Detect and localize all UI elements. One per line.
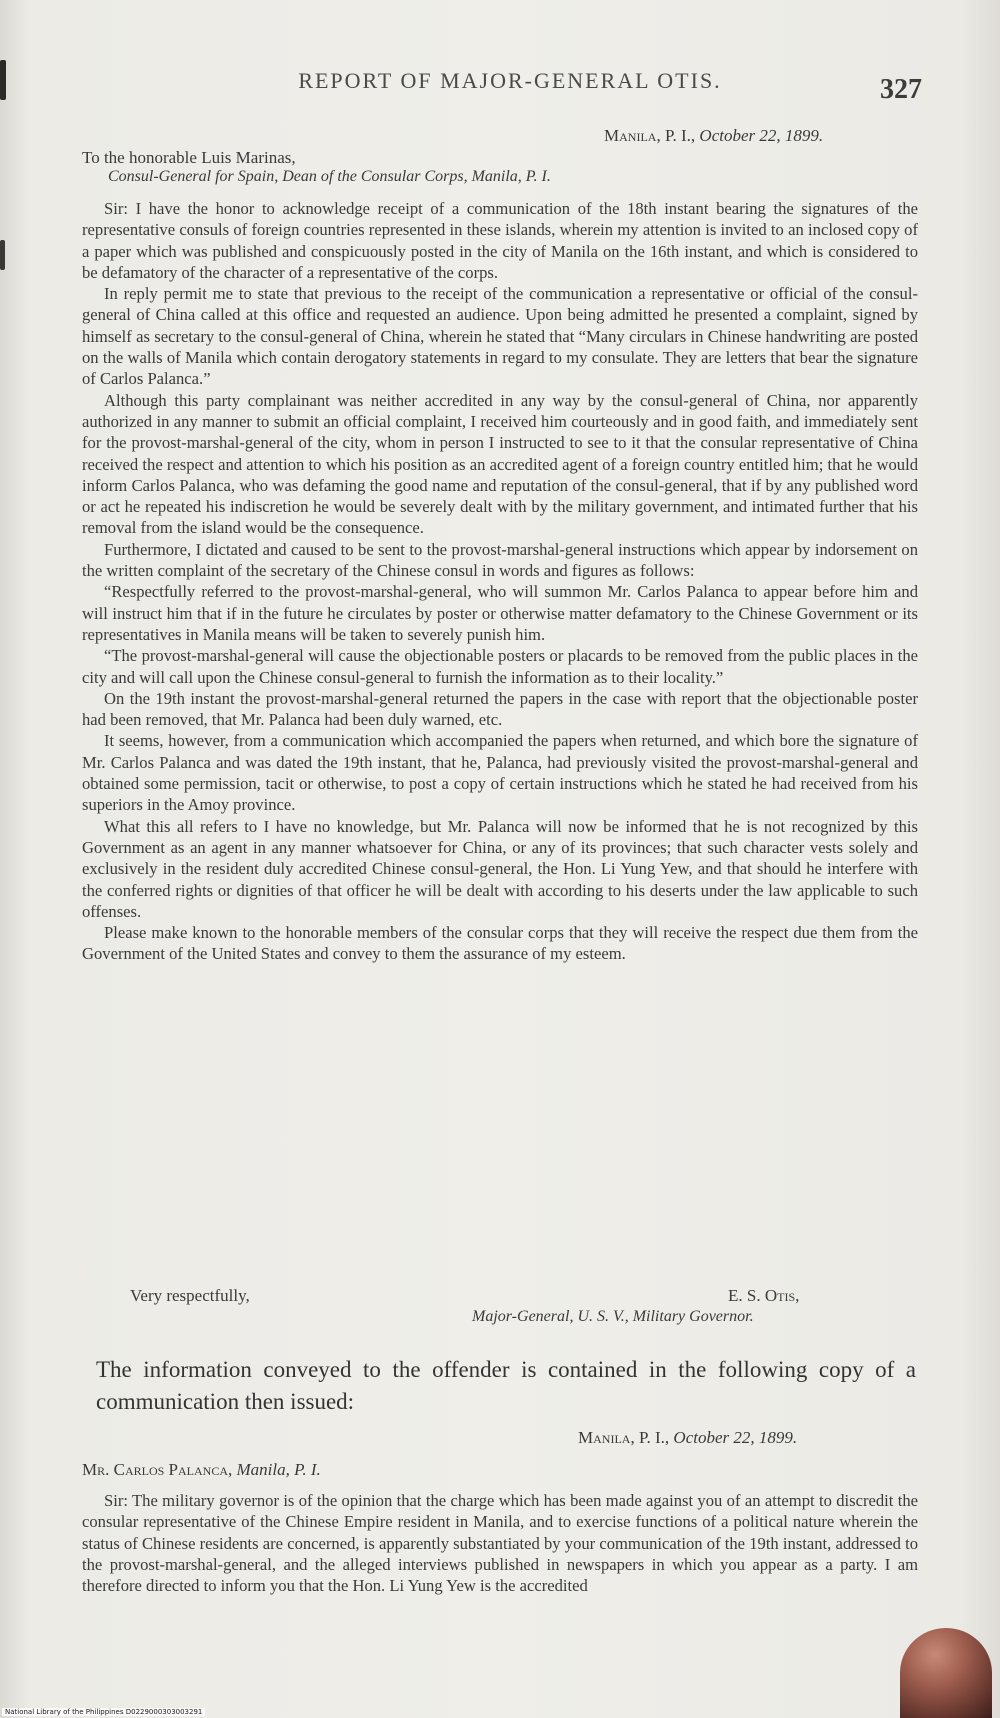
letter1-body [82, 198, 918, 965]
letter1-paragraph: On the 19th instant the provost-marshal-general returned the papers in the case with report that the objectionable poster had been removed, that Mr. Palanca had been duly warned, etc. [82, 688, 918, 730]
letter1-signature-title: Major-General, U. S. V., Military Governor. [472, 1308, 754, 1325]
letter2-dateline-date: October 22, 1899. [673, 1428, 798, 1447]
letter1-signature: E. S. Otis, [728, 1286, 800, 1305]
letter1-paragraph: In reply permit me to state that previous to the receipt of the communication a representative or official of the consul-general of China called at this office and requested an audience. Upon being admitted he presented a complaint, signed by himself as secretary to the consul-general of China, wherein he stated that “Many circulars in Chinese handwriting are posted on the walls of Manila which contain derogatory statements in regard to my consulate. They are letters that bear the signature of Carlos Palanca.” [82, 284, 918, 389]
letter1-paragraph: Please make known to the honorable members of the consular corps that they will receive the respect due them from the Government of the United States and convey to them the assurance of my esteem. [82, 923, 918, 964]
letter1-paragraph: Furthermore, I dictated and caused to be sent to the provost-marshal-general instructions which appear by indorsement on the written complaint of the secretary of the Chinese consul in words and figures as follows: [82, 539, 918, 581]
letter1-dateline-place: Manila, P. I., [604, 126, 696, 145]
letter1-addressee-title: Consul-General for Spain, Dean of the Consular Corps, Manila, P. I. [108, 168, 551, 185]
letter1-dateline [604, 126, 823, 146]
scanner-thumb [900, 1628, 992, 1718]
binding-shadow [0, 60, 6, 100]
letter2-addressee [82, 1460, 321, 1480]
section-caption: The information conveyed to the offender is contained in the following copy of a communication then issued: [96, 1357, 916, 1414]
running-head: REPORT OF MAJOR-GENERAL OTIS. [298, 68, 722, 93]
letter1-quote: “Respectfully referred to the provost-marshal-general, who will summon Mr. Carlos Palanca to appear before him and will instruct him that if in the future he circulates by poster or otherwise matter defamatory to the Chinese Government or its representatives in Manila means will be taken to severely punish him. [82, 582, 918, 644]
archive-footer: National Library of the Philippines D0229000303003291 [2, 1708, 205, 1716]
letter1-paragraph: Sir: I have the honor to acknowledge receipt of a communication of the 18th instant bearing the signatures of the representative consuls of foreign countries represented in these islands, wherein my attention is invited to an inclosed copy of a paper which was published and conspicuously posted in the city of Manila on the 16th instant, and which is considered to be defamatory of the character of a representative of the corps. [82, 199, 918, 282]
letter1-dateline-date: October 22, 1899. [699, 126, 824, 145]
letter1-paragraph: Although this party complainant was neither accredited in any way by the consul-general of China, nor apparently authorized in any manner to submit an official complaint, I received him courteously and in good faith, and immediately sent for the provost-marshal-general of the city, whom in person I instructed to see to it that the consular representative of China received the respect and attention to which his position as an accredited agent of a foreign country entitled him; that he would inform Carlos Palanca, who was defaming the good name and reputation of the consul-general, that if by any published word or act he repeated his indiscretion he would be severely dealt with by the military government, and intimated further that his removal from the island would be the consequence. [82, 390, 918, 538]
letter1-closing: Very respectfully, [130, 1286, 250, 1305]
letter2-addressee-name: Mr. Carlos Palanca, [82, 1460, 233, 1479]
letter1-addressee: To the honorable Luis Marinas, [82, 148, 296, 167]
letter2-dateline [578, 1428, 797, 1448]
letter2-paragraph: Sir: The military governor is of the opinion that the charge which has been made against you of an attempt to discredit the consular representative of the Chinese Empire resident in Manila, and to exercise functions of a political nature wherein the status of Chinese residents are concerned, is apparently substantiated by your communication of the 19th instant, addressed to the provost-marshal-general, and the alleged interviews published in newspapers in which you appear as a party. I am therefore directed to inform you that the Hon. Li Yung Yew is the accredited [82, 1491, 918, 1596]
letter2-dateline-place: Manila, P. I., [578, 1428, 670, 1447]
letter2-body [82, 1490, 918, 1596]
binding-shadow-lower [0, 240, 5, 270]
letter2-addressee-place: Manila, P. I. [236, 1460, 321, 1479]
letter1-paragraph: What this all refers to I have no knowledge, but Mr. Palanca will now be informed that he is not recognized by this Government as an agent in any manner whatsoever for China, or any of its provinces; that such character vests solely and exclusively in the resident duly accredited Chinese consul-general, the Hon. Li Yung Yew, and that should he interfere with the conferred rights or dignities of that officer he will be dealt with according to his deserts under the law applicable to such offenses. [82, 816, 918, 921]
page-number: 327 [880, 74, 922, 105]
letter1-quote: “The provost-marshal-general will cause the objectionable posters or placards to be removed from the public places in the city and will call upon the Chinese consul-general to furnish the information as to their locality.” [82, 646, 918, 687]
letter1-paragraph: It seems, however, from a communication which accompanied the papers when returned, and which bore the signature of Mr. Carlos Palanca and was dated the 19th instant, that he, Palanca, had previously visited the provost-marshal-general and obtained some permission, tacit or otherwise, to post a copy of certain instructions which he stated he had received from his superiors in the Amoy province. [82, 731, 918, 815]
